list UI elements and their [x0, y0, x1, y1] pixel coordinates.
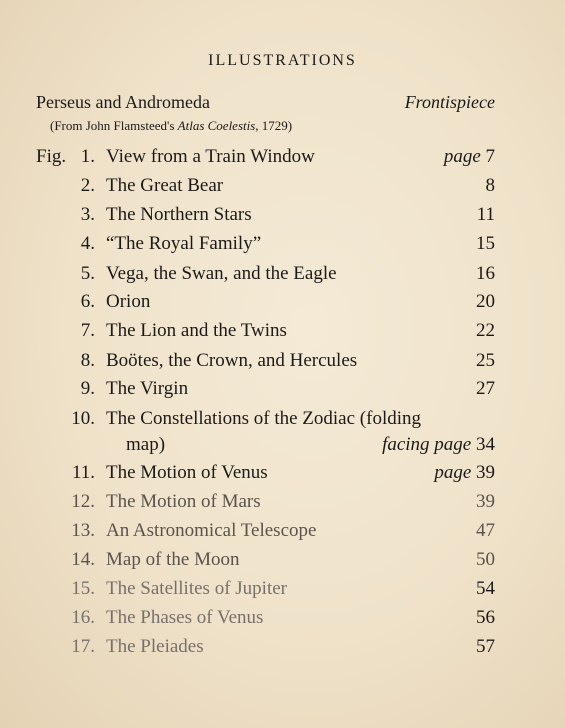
- figure-number: 14.: [71, 549, 95, 570]
- page-heading: ILLUSTRATIONS: [208, 52, 357, 69]
- figure-title: map): [126, 434, 166, 455]
- fig-label: Fig.: [36, 146, 67, 167]
- frontispiece-source: [50, 118, 292, 134]
- list-item: [0, 350, 565, 376]
- page-number: 39: [476, 462, 495, 483]
- figure-number: 7.: [80, 320, 95, 341]
- page-word: page: [443, 146, 481, 167]
- figure-page: [476, 263, 495, 285]
- figure-page: [477, 204, 495, 226]
- figure-page: [476, 491, 495, 513]
- page-number: 27: [476, 378, 495, 399]
- figure-title: The Motion of Venus: [106, 462, 268, 483]
- page-number: 25: [476, 350, 495, 371]
- figure-title: The Virgin: [106, 378, 189, 399]
- page-number: 8: [485, 175, 495, 196]
- figure-number: 12.: [71, 491, 95, 512]
- figure-title: “The Royal Family”: [106, 233, 262, 254]
- figure-page: [476, 520, 495, 542]
- figure-page: [476, 378, 495, 400]
- figure-number: 10.: [71, 408, 95, 429]
- list-item: [0, 320, 565, 346]
- page-word: facing page: [382, 434, 472, 455]
- figure-title: The Lion and the Twins: [106, 320, 287, 341]
- figure-page: [476, 233, 495, 255]
- figure-number: 8.: [80, 350, 95, 371]
- figure-title: An Astronomical Telescope: [106, 520, 317, 541]
- figure-title: Boötes, the Crown, and Hercules: [106, 350, 358, 371]
- figure-title: Map of the Moon: [106, 549, 240, 570]
- figure-number: 6.: [80, 291, 95, 312]
- list-item: [0, 146, 565, 172]
- list-item-continuation: [0, 434, 565, 460]
- page-number: 7: [485, 146, 495, 167]
- frontispiece-page: Frontispiece: [404, 92, 495, 112]
- figure-page: [434, 462, 495, 484]
- figure-number: 15.: [71, 578, 95, 599]
- figure-title: Vega, the Swan, and the Eagle: [106, 263, 337, 284]
- figure-page: [476, 291, 495, 313]
- page-number: 56: [476, 607, 495, 628]
- figure-page: [476, 578, 495, 600]
- page-number: 57: [476, 636, 495, 657]
- page-number: 47: [476, 520, 495, 541]
- list-item: [0, 607, 565, 633]
- page-number: 50: [476, 549, 495, 570]
- figure-title: The Phases of Venus: [106, 607, 264, 628]
- figure-page: [476, 350, 495, 372]
- figure-page: [476, 549, 495, 571]
- figure-page: [476, 607, 495, 629]
- list-item: [0, 578, 565, 604]
- page-number: 20: [476, 291, 495, 312]
- list-item: [0, 378, 565, 404]
- list-item: [0, 636, 565, 662]
- page-number: 34: [476, 434, 495, 455]
- figure-title: The Pleiades: [106, 636, 204, 657]
- figure-number: 9.: [80, 378, 95, 399]
- list-item: [0, 462, 565, 488]
- figure-number: 13.: [71, 520, 95, 541]
- figure-number: 17.: [71, 636, 95, 657]
- list-item: [0, 175, 565, 201]
- figure-title: The Satellites of Jupiter: [106, 578, 287, 599]
- page-number: 22: [476, 320, 495, 341]
- figure-page: [444, 146, 495, 168]
- source-prefix: (From John Flamsteed's: [50, 118, 178, 133]
- figure-number: 3.: [80, 204, 95, 225]
- list-item: [0, 263, 565, 289]
- source-book: Atlas Coelestis: [177, 118, 256, 133]
- frontispiece-title: Perseus and Andromeda: [36, 92, 210, 112]
- figure-number: 11.: [71, 462, 95, 483]
- page-number: 16: [476, 263, 495, 284]
- figure-title: The Northern Stars: [106, 204, 252, 225]
- figure-page: [476, 636, 495, 658]
- page-number: 39: [476, 491, 495, 512]
- page-number: 54: [476, 578, 495, 599]
- page-word: page: [434, 462, 472, 483]
- list-item: [0, 549, 565, 575]
- source-suffix: , 1729): [255, 118, 293, 133]
- figure-number: 4.: [80, 233, 95, 254]
- list-item: [0, 291, 565, 317]
- page-number: 15: [476, 233, 495, 254]
- list-item: [0, 520, 565, 546]
- figure-title: View from a Train Window: [106, 146, 315, 167]
- page-number: 11: [476, 204, 495, 225]
- list-item: [0, 233, 565, 259]
- figure-title: The Motion of Mars: [106, 491, 261, 512]
- figure-title: Orion: [106, 291, 151, 312]
- list-item: [0, 491, 565, 517]
- figure-title: The Constellations of the Zodiac (folding: [106, 408, 422, 429]
- figure-number: 1.: [80, 146, 95, 167]
- figure-number: 2.: [80, 175, 95, 196]
- figure-number: 16.: [71, 607, 95, 628]
- figure-page: [476, 320, 495, 342]
- figure-page: [486, 175, 496, 197]
- list-item: [0, 204, 565, 230]
- figure-number: 5.: [80, 263, 95, 284]
- figure-title: The Great Bear: [106, 175, 224, 196]
- list-item: [0, 408, 565, 434]
- figure-page: [382, 434, 495, 456]
